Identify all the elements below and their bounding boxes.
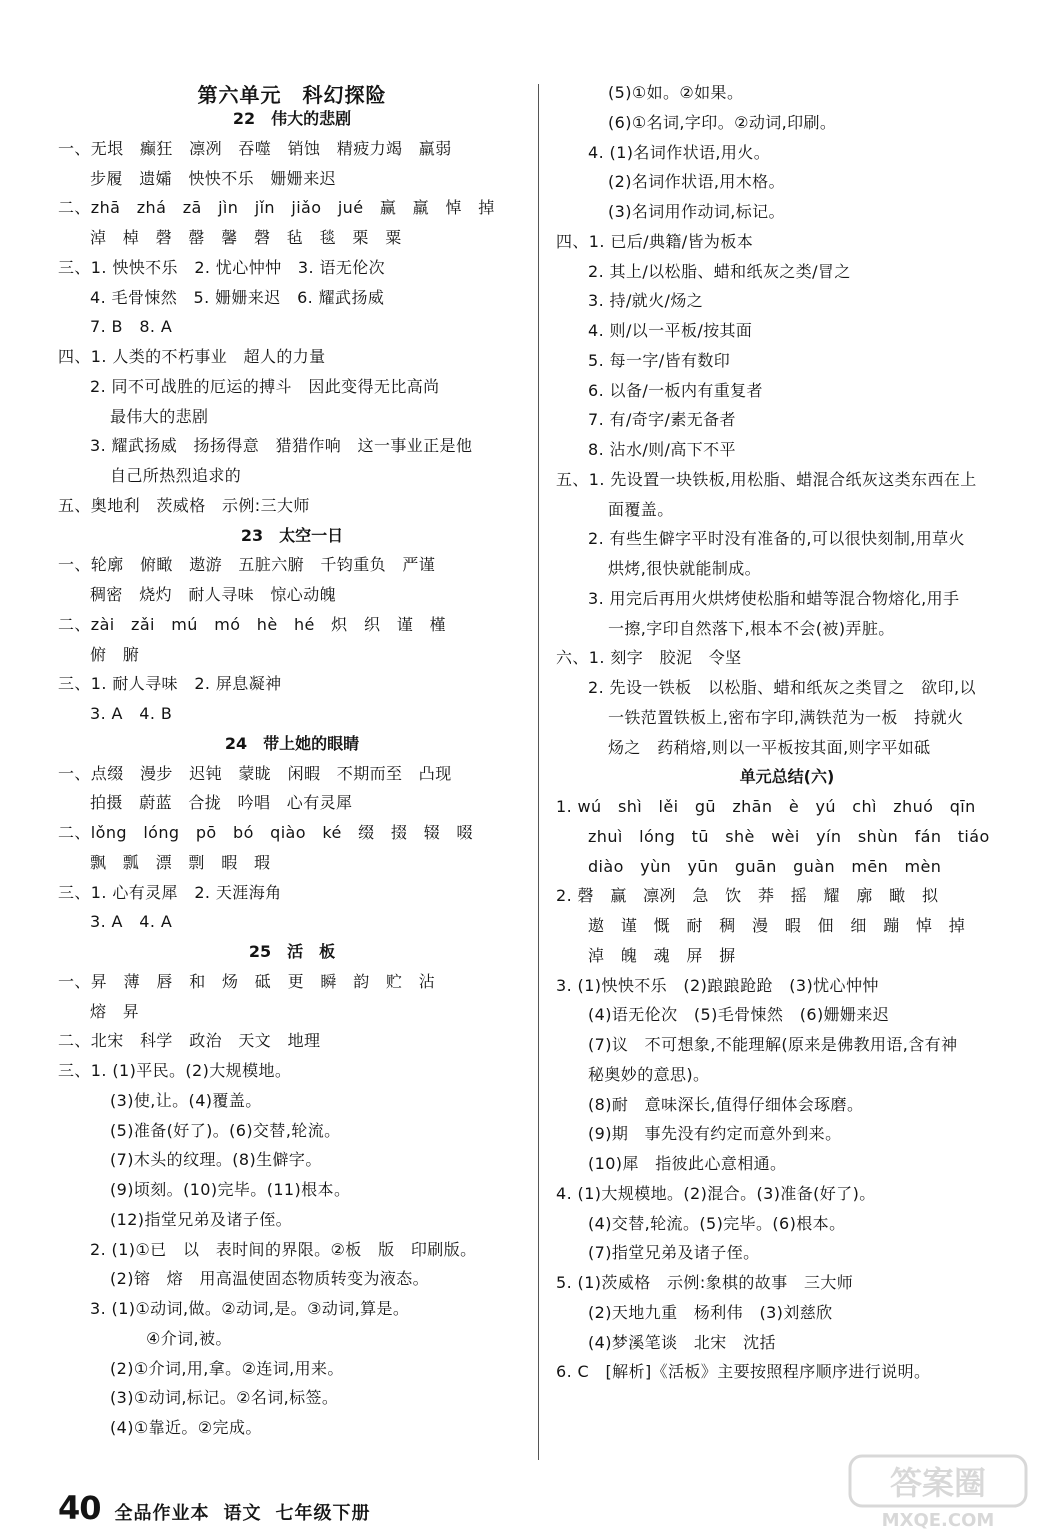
answer-line: 6. C [解析]《活板》主要按照程序顺序进行说明。 <box>556 1362 931 1382</box>
answer-line: (12)指堂兄弟及诸子侄。 <box>110 1209 293 1229</box>
answer-line: 3. (1)怏怏不乐 (2)踉踉跄跄 (3)忧心忡忡 <box>556 975 879 995</box>
watermark-domain: MXQE.COM <box>881 1510 995 1530</box>
book-name: 全品作业本 <box>114 1503 210 1524</box>
answer-line: zhuì lóng tū shè wèi yín shùn fán tiáo <box>588 826 990 846</box>
page-footer <box>58 1490 371 1526</box>
answer-line: 淖 棹 磬 罄 馨 磬 毡 毯 栗 粟 <box>90 228 402 247</box>
answer-line: 2. 磬 赢 凛冽 急 饮 莽 摇 耀 廓 瞰 拟 <box>556 886 939 906</box>
answer-line: (7)议 不可想象,不能理解(原来是佛教用语,含有神 <box>588 1035 958 1054</box>
answer-line: (2)①介词,用,拿。②连词,用来。 <box>110 1358 344 1378</box>
answer-line: 5. 每一字/皆有数印 <box>588 350 731 370</box>
answer-line: 一铁范置铁板上,密布字印,满铁范为一板 持就火 <box>608 707 964 727</box>
answer-line: 1. wú shì lěi gū zhān è yú chì zhuó qīn <box>556 797 976 816</box>
watermark-graphic <box>848 1452 1028 1530</box>
answer-line: 六、1. 刻字 胶泥 令坚 <box>556 648 742 668</box>
answer-line: 一擦,字印自然落下,根本不会(被)弄脏。 <box>608 618 895 638</box>
answer-line: 拍摄 蔚蓝 合拢 吟唱 心有灵犀 <box>90 793 353 813</box>
section-title: 22 伟大的悲剧 <box>232 109 352 128</box>
answer-line: 稠密 烧灼 耐人寻味 惊心动魄 <box>90 585 337 604</box>
answer-line: 3. A 4. A <box>90 912 173 932</box>
page-number: 40 <box>58 1489 101 1527</box>
answer-line: 8. 沾水/则/高下不平 <box>588 440 736 459</box>
answer-line: 二、zài zǎi mú mó hè hé 炽 织 谨 槿 <box>58 614 446 634</box>
column-divider <box>538 84 539 1460</box>
answer-line: 步履 遗孀 怏怏不乐 姗姗来迟 <box>90 168 337 188</box>
answer-line: 3. 用完后再用火烘烤使松脂和蜡等混合物熔化,用手 <box>588 588 960 608</box>
answer-line: (10)犀 指彼此心意相通。 <box>588 1154 787 1173</box>
answer-line: (4)①靠近。②完成。 <box>110 1418 262 1437</box>
answer-line: 4. 则/以一平板/按其面 <box>588 321 753 340</box>
answer-line: 四、1. 已后/典籍/皆为板本 <box>556 231 754 251</box>
answer-line: (7)木头的纹理。(8)生僻字。 <box>110 1150 322 1170</box>
answer-line: 飘 瓢 漂 剽 暇 瑕 <box>90 852 271 872</box>
answer-line: 5. (1)茨威格 示例:象棋的故事 三大师 <box>556 1273 854 1292</box>
watermark-logo <box>848 1452 1028 1530</box>
answer-line: (5)①如。②如果。 <box>608 83 744 102</box>
answer-line: 2. 其上/以松脂、蜡和纸灰之类/冒之 <box>588 261 851 281</box>
answer-line: 俯 腑 <box>90 644 140 664</box>
grade: 七年级下册 <box>275 1503 371 1524</box>
unit-title: 第六单元 科幻探险 <box>197 83 387 107</box>
section-title: 单元总结(六) <box>739 767 835 787</box>
answer-line: 7. 有/奇字/素无备者 <box>588 410 736 430</box>
answer-line: 淖 魄 魂 屏 摒 <box>588 945 736 965</box>
answer-line: 二、zhā zhá zā jìn jǐn jiǎo jué 赢 羸 悼 掉 <box>58 198 495 218</box>
answer-line: 遨 谨 慨 耐 稠 漫 暇 佃 细 蹦 悼 掉 <box>588 916 966 935</box>
answer-line: 6. 以备/一板内有重复者 <box>588 380 763 400</box>
answer-line: 二、lǒng lóng pō bó qiào ké 缀 掇 辍 啜 <box>58 823 473 842</box>
section-title: 25 活 板 <box>248 942 336 961</box>
answer-line: 一、轮廓 俯瞰 遨游 五脏六腑 千钧重负 严谨 <box>58 555 436 575</box>
answer-line: (7)指堂兄弟及诸子侄。 <box>588 1243 760 1263</box>
answer-line: 4. 毛骨悚然 5. 姗姗来迟 6. 耀武扬威 <box>90 287 385 307</box>
answer-line: 2. (1)①已 以 表时间的界限。②板 版 印刷版。 <box>90 1239 477 1259</box>
section-title: 23 太空一日 <box>240 525 344 545</box>
answer-line: (3)①动词,标记。②名词,标签。 <box>110 1388 339 1408</box>
answer-line: (8)耐 意味深长,值得仔细体会琢磨。 <box>588 1094 864 1114</box>
answer-line: 炀之 药稍熔,则以一平板按其面,则字平如砥 <box>608 737 931 757</box>
answer-line: 二、北宋 科学 政治 天文 地理 <box>58 1031 321 1051</box>
answer-line: (2)名词作状语,用木格。 <box>608 172 785 192</box>
answer-line: 2. 有些生僻字平时没有准备的,可以很快刻制,用草火 <box>588 529 965 549</box>
section-title: 24 带上她的眼睛 <box>224 733 360 753</box>
answer-line: 一、昇 薄 唇 和 炀 砥 更 瞬 韵 贮 沾 <box>58 971 436 991</box>
answer-line: 三、1. 耐人寻味 2. 屏息凝神 <box>58 674 282 694</box>
answer-line: (4)交替,轮流。(5)完毕。(6)根本。 <box>588 1213 846 1233</box>
answer-line: 3. (1)①动词,做。②动词,是。③动词,算是。 <box>90 1299 410 1318</box>
answer-line: 烘烤,很快就能制成。 <box>608 559 762 578</box>
answer-line: diào yùn yūn guān guàn mēn mèn <box>588 856 942 876</box>
answer-line: (3)名词用作动词,标记。 <box>608 202 785 221</box>
answer-line: 自己所热烈追求的 <box>110 466 242 485</box>
answer-line: (4)语无伦次 (5)毛骨悚然 (6)姗姗来迟 <box>588 1005 890 1025</box>
watermark-text: 答案圈 <box>889 1464 987 1502</box>
answer-line: 面覆盖。 <box>608 499 674 519</box>
answer-line: 一、点缀 漫步 迟钝 蒙眬 闲暇 不期而至 凸现 <box>58 763 452 783</box>
answer-line: 最伟大的悲剧 <box>110 406 209 426</box>
answer-line: 熔 昇 <box>90 1001 140 1021</box>
answer-line: (9)期 事先没有约定而意外到来。 <box>588 1124 842 1144</box>
answer-line: (3)使,让。(4)覆盖。 <box>110 1090 262 1110</box>
answer-line: 四、1. 人类的不朽事业 超人的力量 <box>58 347 326 366</box>
answer-line: 五、1. 先设置一块铁板,用松脂、蜡混合纸灰这类东西在上 <box>556 469 977 489</box>
answer-line: 2. 同不可战胜的厄运的搏斗 因此变得无比高尚 <box>90 376 440 396</box>
answer-line: 三、1. 心有灵犀 2. 天涯海角 <box>58 882 282 902</box>
answer-line: 三、1. (1)平民。(2)大规模地。 <box>58 1061 292 1080</box>
answer-line: (4)梦溪笔谈 北宋 沈括 <box>588 1332 776 1352</box>
answer-line: (6)①名词,字印。②动词,印刷。 <box>608 112 837 132</box>
answer-line: (9)顷刻。(10)完毕。(11)根本。 <box>110 1180 351 1199</box>
answer-line: 一、无垠 癫狂 凛冽 吞噬 销蚀 精疲力竭 羸弱 <box>58 138 452 158</box>
answer-line: (2)镕 熔 用高温使固态物质转变为液态。 <box>110 1269 430 1289</box>
answer-line: ④介词,被。 <box>146 1328 232 1348</box>
answer-line: 7. B 8. A <box>90 317 173 337</box>
subject: 语文 <box>223 1503 262 1524</box>
answer-line: 三、1. 怏怏不乐 2. 忧心忡忡 3. 语无伦次 <box>58 257 386 277</box>
answer-line: 3. 耀武扬威 扬扬得意 猎猎作响 这一事业正是他 <box>90 436 473 456</box>
answer-line: 五、奥地利 茨威格 示例:三大师 <box>58 495 310 515</box>
answer-line: (2)天地九重 杨利伟 (3)刘慈欣 <box>588 1302 833 1322</box>
answer-line: 3. A 4. B <box>90 704 173 723</box>
answer-line: 4. (1)名词作状语,用火。 <box>588 142 771 162</box>
answer-line: 3. 持/就火/炀之 <box>588 291 704 311</box>
answer-line: 4. (1)大规模地。(2)混合。(3)准备(好了)。 <box>556 1183 876 1203</box>
answer-line: (5)准备(好了)。(6)交替,轮流。 <box>110 1120 341 1140</box>
answer-line: 2. 先设一铁板 以松脂、蜡和纸灰之类冒之 欲印,以 <box>588 678 976 697</box>
answer-line: 秘奥妙的意思)。 <box>588 1064 710 1084</box>
